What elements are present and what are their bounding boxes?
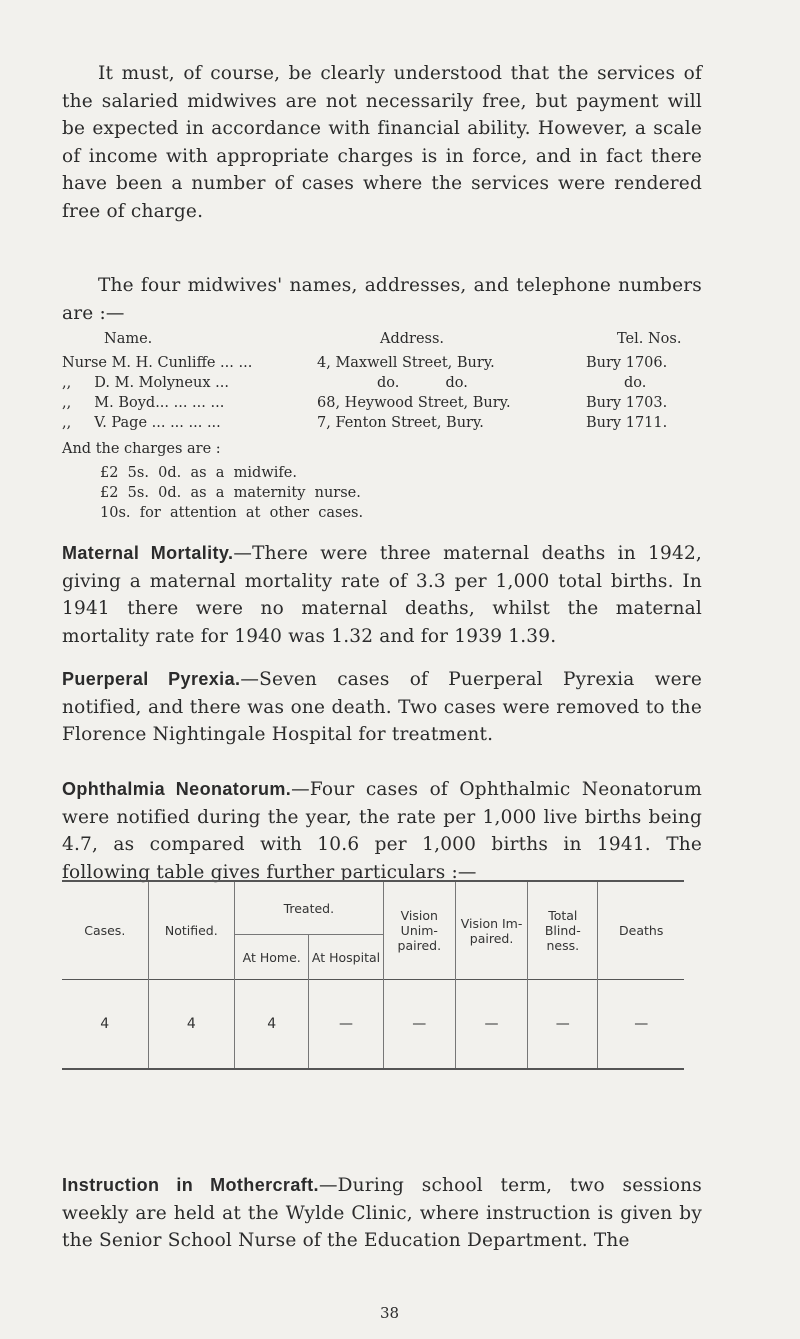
ophthalmia-section xyxy=(62,776,702,886)
cell-at-home: 4 xyxy=(235,980,309,1070)
midwife-name: Nurse M. H. Cunliffe ... ... xyxy=(62,355,253,371)
table-row xyxy=(62,980,684,1070)
midwife-tel: Bury 1706. xyxy=(586,355,668,371)
col-treated: Treated. xyxy=(235,881,384,935)
ophthalmia-text: —Four cases of Ophthalmic Neonatorum were notified during the year, the rate per 1,000 live births being 4.7, as compared with 10.6 per 1,000 births in 1941. The following table gives further particulars :— xyxy=(62,779,702,883)
midwife-row xyxy=(62,374,712,392)
charge-item: 10s. for attention at other cases. xyxy=(100,505,364,521)
instruction-heading: Instruction in Mothercraft. xyxy=(62,1175,319,1195)
charges-intro: And the charges are : xyxy=(62,441,221,457)
charge-item: £2 5s. 0d. as a midwife. xyxy=(100,465,297,481)
col-at-home: At Home. xyxy=(235,935,309,980)
midwife-name: ,, M. Boyd... ... ... ... xyxy=(62,395,225,411)
midwife-address: 4, Maxwell Street, Bury. xyxy=(317,355,495,371)
maternal-mortality-section xyxy=(62,540,702,650)
cell-at-hospital: — xyxy=(309,980,383,1070)
midwives-table-header xyxy=(62,330,712,348)
charge-item: £2 5s. 0d. as a maternity nurse. xyxy=(100,485,361,501)
midwife-tel: Bury 1711. xyxy=(586,415,668,431)
page-number: 38 xyxy=(380,1304,400,1322)
midwife-row xyxy=(62,414,712,432)
intro-paragraph: It must, of course, be clearly understood that the services of the salaried midwives are not necessarily free, but payment will be expected in accordance with financial ability. However, a scale of income with appropriate charges is in force, and in fact there have been a number of cases where the services were rendered free of charge. xyxy=(62,63,702,222)
col-notified: Notified. xyxy=(148,881,235,980)
midwife-row xyxy=(62,394,712,412)
midwife-address: 7, Fenton Street, Bury. xyxy=(317,415,484,431)
midwife-row xyxy=(62,354,712,372)
midwives-intro: The four midwives' names, addresses, and telephone numbers are :— xyxy=(62,275,702,324)
midwife-tel: Bury 1703. xyxy=(586,395,668,411)
col-vision-impaired: Vision Im- paired. xyxy=(455,881,527,980)
header-name: Name. xyxy=(104,331,153,347)
midwife-address: do. do. xyxy=(377,375,468,391)
cell-total-blindness: — xyxy=(528,980,598,1070)
instruction-section xyxy=(62,1172,702,1255)
cell-cases: 4 xyxy=(62,980,148,1070)
col-deaths: Deaths xyxy=(598,881,684,980)
midwife-address: 68, Heywood Street, Bury. xyxy=(317,395,511,411)
col-vision-unimpaired: Vision Unim- paired. xyxy=(383,881,455,980)
header-tel: Tel. Nos. xyxy=(617,331,682,347)
midwife-name: ,, V. Page ... ... ... ... xyxy=(62,415,221,431)
ophthalmia-heading: Ophthalmia Neonatorum. xyxy=(62,779,292,799)
col-total-blindness: Total Blind- ness. xyxy=(528,881,598,980)
cell-notified: 4 xyxy=(148,980,235,1070)
maternal-mortality-text: —There were three maternal deaths in 1942, giving a maternal mortality rate of 3.3 per 1,000 total births. In 1941 there were no maternal deaths, whilst the maternal mortality rate for 1940 was 1.32 and for 1939 1.39. xyxy=(62,543,702,647)
midwife-tel: do. xyxy=(624,375,647,391)
puerperal-pyrexia-heading: Puerperal Pyrexia. xyxy=(62,669,241,689)
cell-vision-impaired: — xyxy=(455,980,527,1070)
puerperal-pyrexia-section xyxy=(62,666,702,749)
instruction-text: —During school term, two sessions weekly are held at the Wylde Clinic, where instruction is given by the Senior School Nurse of the Education Department. The xyxy=(62,1175,702,1251)
midwives-table xyxy=(62,330,712,431)
midwife-name: ,, D. M. Molyneux ... xyxy=(62,375,229,391)
ophthalmia-table xyxy=(62,880,684,1070)
cell-vision-unimpaired: — xyxy=(383,980,455,1070)
cell-deaths: — xyxy=(598,980,684,1070)
col-cases: Cases. xyxy=(62,881,148,980)
header-address: Address. xyxy=(380,331,445,347)
puerperal-pyrexia-text: —Seven cases of Puerperal Pyrexia were notified, and there was one death. Two cases were removed to the Florence Nightingale Hospital for treatment. xyxy=(62,669,702,745)
maternal-mortality-heading: Maternal Mortality. xyxy=(62,543,234,563)
col-at-hospital: At Hospital xyxy=(309,935,383,980)
